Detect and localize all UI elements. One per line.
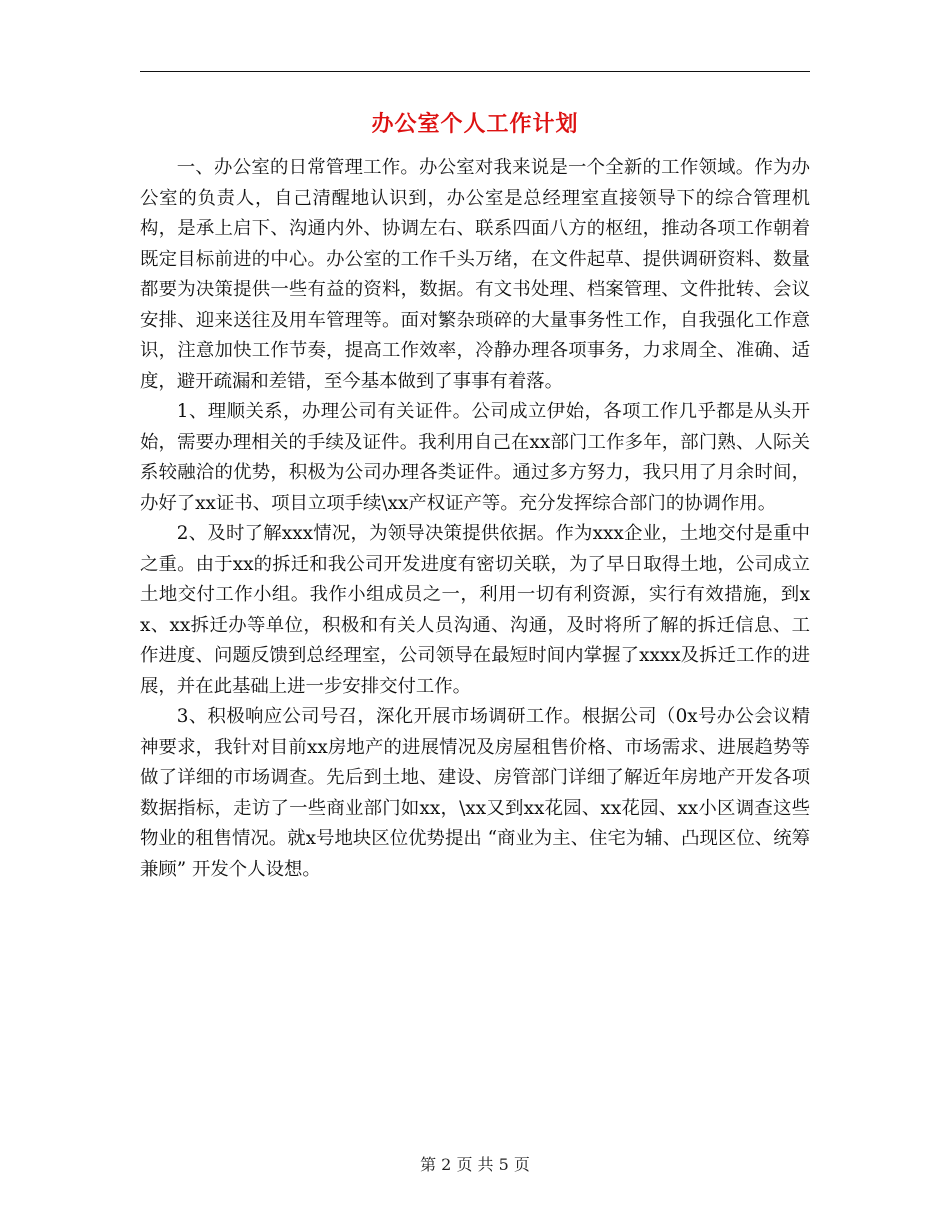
paragraph-market-research: 3、积极响应公司号召，深化开展市场调研工作。根据公司（0x号办公会议精神要求，我针对目前xx房地产的进展情况及房屋租售价格、市场需求、进展趋势等做了详细的市场调查。先后到土地、建设、房管部门详细了解近年房地产开发各项数据指标，走访了一些商业部门如xx，\xx又到xx花园、xx花园、xx小区调查这些物业的租售情况。就x号地块区位优势提出 “商业为主、住宅为辅、凸现区位、统筹兼顾” 开发个人设想。	[140, 706, 810, 880]
paragraph-certificates: 1、理顺关系，办理公司有关证件。公司成立伊始，各项工作几乎都是从头开始，需要办理相关的手续及证件。我利用自己在xx部门工作多年，部门熟、人际关系较融洽的优势，积极为公司办理各类证件。通过多方努力，我只用了月余时间，办好了xx证书、项目立项手续\xx产权证产等。充分发挥综合部门的协调作用。	[140, 401, 810, 514]
paragraph-land-delivery: 2、及时了解xxx情况，为领导决策提供依据。作为xxx企业，土地交付是重中之重。由于xx的拆迁和我公司开发进度有密切关联，为了早日取得土地，公司成立土地交付工作小组。我作小组成员之一，利用一切有利资源，实行有效措施，到xx、xx拆迁办等单位，积极和有关人员沟通、沟通，及时将所了解的拆迁信息、工作进度、问题反馈到总经理室，公司领导在最短时间内掌握了xxxx及拆迁工作的进展，并在此基础上进一步安排交付工作。	[140, 523, 810, 697]
page-number-footer	[140, 1153, 810, 1177]
header-rule	[140, 71, 810, 72]
document-body	[140, 153, 810, 885]
page-number-label: 第 2 页 共 5 页	[420, 1155, 530, 1174]
paragraph-office-management: 一、办公室的日常管理工作。办公室对我来说是一个全新的工作领域。作为办公室的负责人，自己清醒地认识到，办公室是总经理室直接领导下的综合管理机构，是承上启下、沟通内外、协调左右、联系四面八方的枢纽，推动各项工作朝着既定目标前进的中心。办公室的工作千头万绪，在文件起草、提供调研资料、数量都要为决策提供一些有益的资料，数据。有文书处理、档案管理、文件批转、会议安排、迎来送往及用车管理等。面对繁杂琐碎的大量事务性工作，自我强化工作意识，注意加快工作节奏，提高工作效率，冷静办理各项事务，力求周全、准确、适度，避开疏漏和差错，至今基本做到了事事有着落。	[140, 157, 810, 392]
document-title: 办公室个人工作计划	[371, 112, 579, 137]
